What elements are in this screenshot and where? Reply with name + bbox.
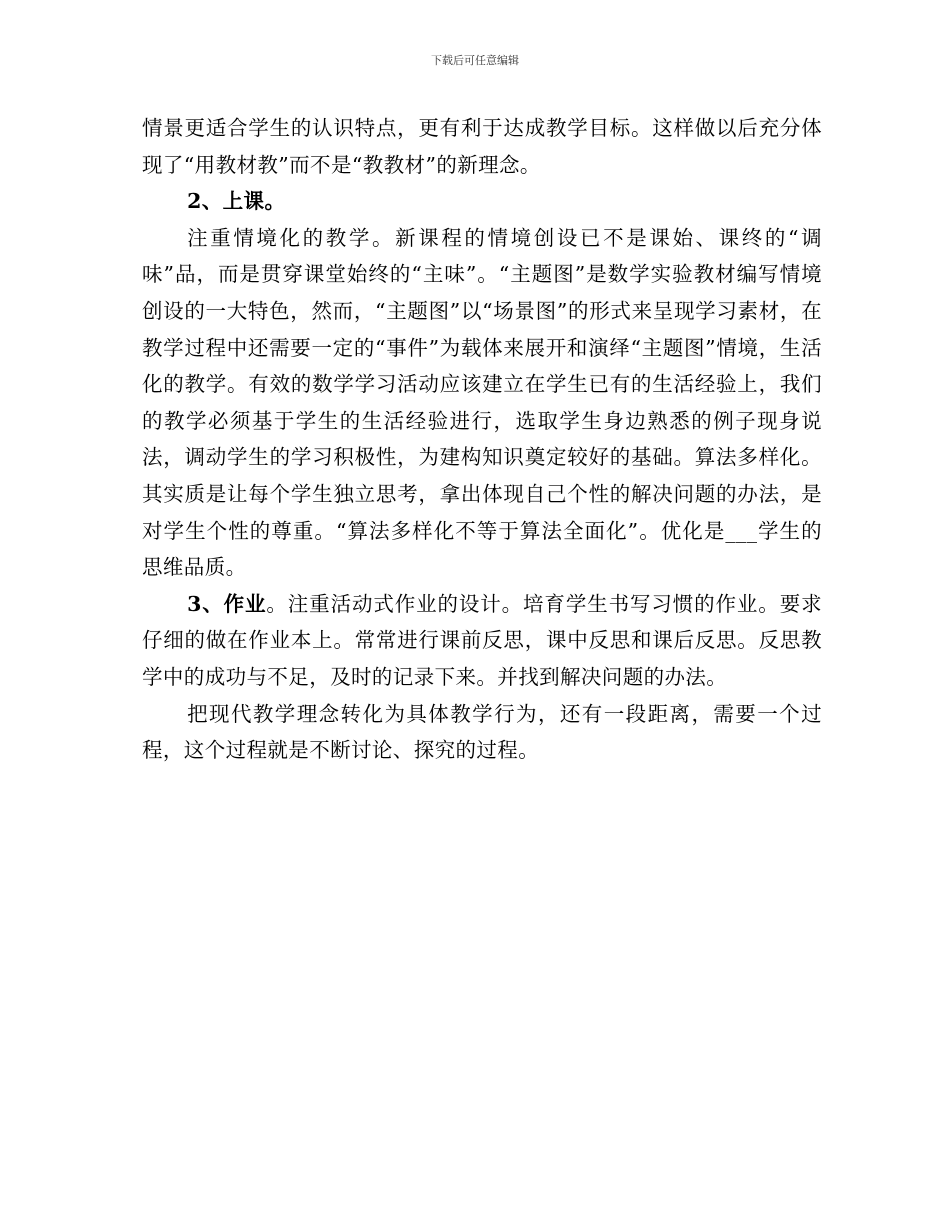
document-body — [142, 110, 822, 769]
paragraph-class-body: 注重情境化的教学。新课程的情境创设已不是课始、课终的“调味”品，而是贯穿课堂始终的“主味”。“主题图”是数学实验教材编写情境创设的一大特色，然而，“主题图”以“场景图”的形式来呈现学习素材，在教学过程中还需要一定的“事件”为载体来展开和演绎“主题图”情境，生活化的教学。有效的数学学习活动应该建立在学生已有的生活经验上，我们的教学必须基于学生的生活经验进行，选取学生身边熟悉的例子现身说法，调动学生的学习积极性，为建构知识奠定较好的基础。算法多样化。其实质是让每个学生独立思考，拿出体现自己个性的解决问题的办法，是对学生个性的尊重。“算法多样化不等于算法全面化”。优化是___学生的思维品质。 — [142, 225, 822, 580]
section-heading-homework: 3、作业 — [187, 591, 267, 616]
page-header: 下载后可任意编辑 — [431, 54, 519, 67]
paragraph-conclusion: 把现代教学理念转化为具体教学行为，还有一段距离，需要一个过程，这个过程就是不断讨论、探究的过程。 — [142, 701, 822, 763]
paragraph-homework-body: 。注重活动式作业的设计。培育学生书写习惯的作业。要求仔细的做在作业本上。常常进行课前反思，课中反思和课后反思。反思教学中的成功与不足，及时的记录下来。并找到解决问题的办法。 — [142, 591, 822, 689]
paragraph-homework — [142, 586, 822, 696]
section-heading-class: 2、上课。 — [187, 189, 286, 214]
paragraph-continuation: 情景更适合学生的认识特点，更有利于达成教学目标。这样做以后充分体现了“用教材教”而不是“教教材”的新理念。 — [142, 116, 822, 177]
